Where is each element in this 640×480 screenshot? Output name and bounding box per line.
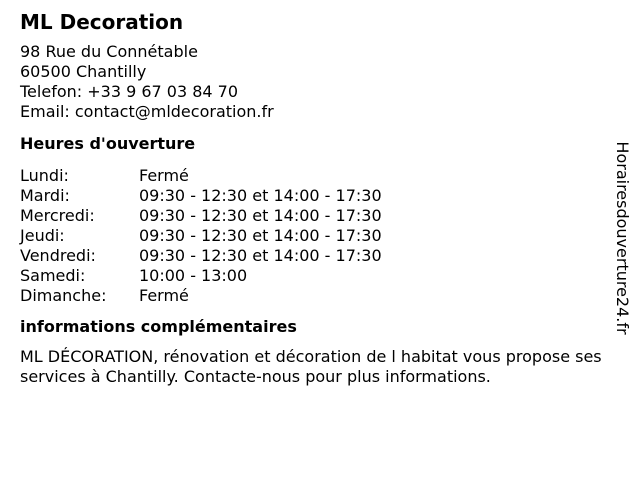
hours-day: Lundi: — [20, 166, 69, 185]
business-name: ML Decoration — [20, 10, 184, 34]
address-city: 60500 Chantilly — [20, 62, 147, 81]
hours-row-sunday — [20, 286, 610, 306]
hours-time: 10:00 - 13:00 — [139, 266, 248, 285]
business-description: ML DÉCORATION, rénovation et décoration de l habitat vous propose ses services à Chantilly. Contacte-nous pour plus informations. — [20, 347, 602, 386]
hours-day: Mardi: — [20, 186, 70, 205]
business-card — [20, 10, 610, 387]
hours-time: 09:30 - 12:30 et 14:00 - 17:30 — [139, 186, 382, 205]
opening-hours-heading: Heures d'ouverture — [20, 134, 196, 153]
phone-number: Telefon: +33 9 67 03 84 70 — [20, 82, 239, 101]
hours-day: Vendredi: — [20, 246, 96, 265]
hours-row-monday — [20, 166, 610, 186]
email-address: Email: contact@mldecoration.fr — [20, 102, 274, 121]
hours-time: 09:30 - 12:30 et 14:00 - 17:30 — [139, 226, 382, 245]
hours-row-friday — [20, 246, 610, 266]
hours-time: Fermé — [139, 286, 189, 305]
site-watermark: Horairesdouverture24.fr — [613, 141, 632, 335]
hours-day: Jeudi: — [20, 226, 65, 245]
hours-day: Dimanche: — [20, 286, 107, 305]
additional-info-heading: informations complémentaires — [20, 317, 297, 336]
hours-row-thursday — [20, 226, 610, 246]
hours-row-tuesday — [20, 186, 610, 206]
opening-hours-table — [20, 166, 610, 306]
hours-time: 09:30 - 12:30 et 14:00 - 17:30 — [139, 206, 382, 225]
hours-time: 09:30 - 12:30 et 14:00 - 17:30 — [139, 246, 382, 265]
hours-day: Samedi: — [20, 266, 86, 285]
hours-row-wednesday — [20, 206, 610, 226]
address-street: 98 Rue du Connétable — [20, 42, 198, 61]
hours-day: Mercredi: — [20, 206, 95, 225]
hours-row-saturday — [20, 266, 610, 286]
address-block — [20, 42, 610, 122]
hours-time: Fermé — [139, 166, 189, 185]
